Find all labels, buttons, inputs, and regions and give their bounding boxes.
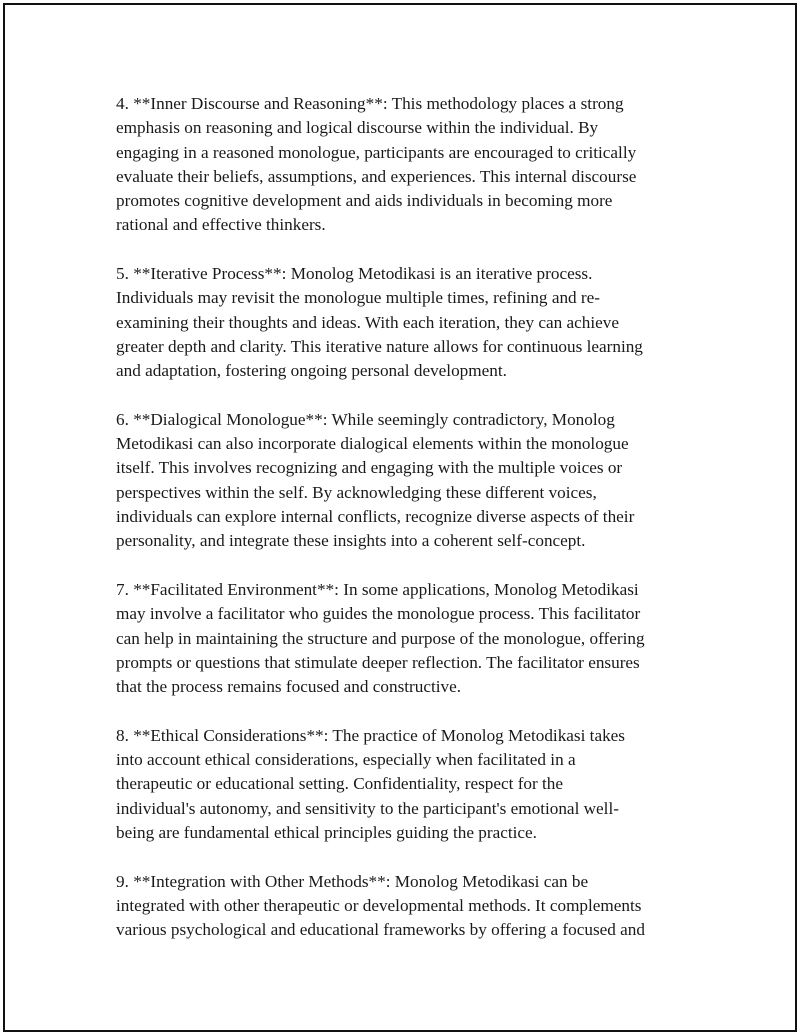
text-line: 7. **Facilitated Environment**: In some applications, Monolog Metodikasi bbox=[116, 579, 639, 599]
text-line: being are fundamental ethical principles guiding the practice. bbox=[116, 822, 537, 842]
text-line: engaging in a reasoned monologue, participants are encouraged to critically bbox=[116, 142, 637, 162]
paragraph bbox=[116, 262, 696, 383]
text-line: and adaptation, fostering ongoing personal development. bbox=[116, 361, 507, 381]
paragraph bbox=[116, 408, 696, 554]
text-line: that the process remains focused and constructive. bbox=[116, 677, 462, 697]
text-line: 9. **Integration with Other Methods**: Monolog Metodikasi can be bbox=[116, 871, 589, 891]
text-line: Metodikasi can also incorporate dialogical elements within the monologue bbox=[116, 434, 629, 454]
text-line: 5. **Iterative Process**: Monolog Metodikasi is an iterative process. bbox=[116, 264, 593, 284]
text-line: evaluate their beliefs, assumptions, and experiences. This internal discourse bbox=[116, 166, 637, 186]
paragraph bbox=[116, 724, 696, 845]
text-line: individual's autonomy, and sensitivity to the participant's emotional well- bbox=[116, 798, 619, 818]
text-line: promotes cognitive development and aids individuals in becoming more bbox=[116, 191, 613, 211]
text-line: 8. **Ethical Considerations**: The practice of Monolog Metodikasi takes bbox=[116, 725, 625, 745]
text-line: itself. This involves recognizing and engaging with the multiple voices or bbox=[116, 458, 623, 478]
text-line: emphasis on reasoning and logical discourse within the individual. By bbox=[116, 118, 599, 138]
text-line: therapeutic or educational setting. Confidentiality, respect for the bbox=[116, 774, 564, 794]
text-line: integrated with other therapeutic or developmental methods. It complements bbox=[116, 895, 642, 915]
text-line: may involve a facilitator who guides the monologue process. This facilitator bbox=[116, 604, 641, 624]
text-line: 4. **Inner Discourse and Reasoning**: This methodology places a strong bbox=[116, 94, 624, 113]
text-line: perspectives within the self. By acknowledging these different voices, bbox=[116, 482, 597, 502]
text-line: individuals can explore internal conflicts, recognize diverse aspects of their bbox=[116, 507, 635, 527]
paragraph bbox=[116, 578, 696, 699]
text-line: Individuals may revisit the monologue multiple times, refining and re- bbox=[116, 288, 601, 308]
text-line: personality, and integrate these insights into a coherent self-concept. bbox=[116, 531, 586, 551]
text-line: examining their thoughts and ideas. With each iteration, they can achieve bbox=[116, 312, 619, 332]
paragraph bbox=[116, 870, 696, 943]
text-line: prompts or questions that stimulate deeper reflection. The facilitator ensures bbox=[116, 652, 640, 672]
text-line: greater depth and clarity. This iterative nature allows for continuous learning bbox=[116, 336, 643, 356]
text-line: rational and effective thinkers. bbox=[116, 215, 326, 235]
text-line: various psychological and educational frameworks by offering a focused and bbox=[116, 920, 645, 940]
text-line: into account ethical considerations, especially when facilitated in a bbox=[116, 750, 576, 770]
text-line: can help in maintaining the structure and purpose of the monologue, offering bbox=[116, 628, 645, 648]
text-line: 6. **Dialogical Monologue**: While seemingly contradictory, Monolog bbox=[116, 409, 615, 429]
document-body bbox=[116, 92, 696, 967]
paragraph bbox=[116, 92, 696, 238]
